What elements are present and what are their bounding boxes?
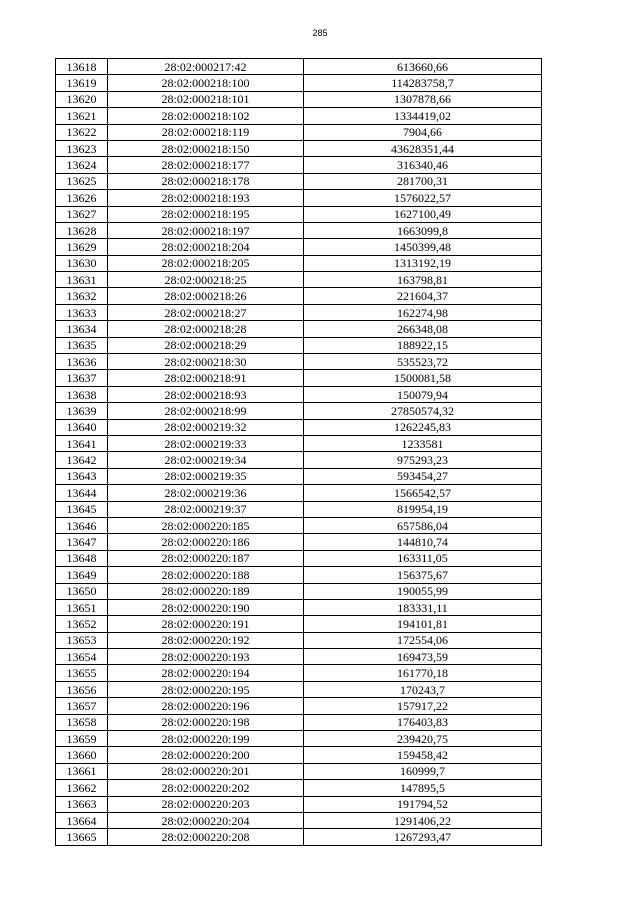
value-cell: 1663099,8	[304, 222, 542, 238]
value-cell: 1307878,66	[304, 91, 542, 107]
table-row	[56, 239, 542, 255]
value-cell: 169473,59	[304, 649, 542, 665]
value-cell: 1450399,48	[304, 239, 542, 255]
value-cell: 1627100,49	[304, 206, 542, 222]
table-row	[56, 255, 542, 271]
value-cell: 191794,52	[304, 796, 542, 812]
cadastral-number-cell: 28:02:000220:188	[108, 567, 304, 583]
value-cell: 281700,31	[304, 173, 542, 189]
table-row	[56, 173, 542, 189]
cadastral-number-cell: 28:02:000220:190	[108, 599, 304, 615]
cadastral-number-cell: 28:02:000220:199	[108, 731, 304, 747]
cadastral-number-cell: 28:02:000219:35	[108, 468, 304, 484]
table-row	[56, 124, 542, 140]
table-row	[56, 796, 542, 812]
table-row	[56, 75, 542, 91]
row-number-cell: 13628	[56, 222, 108, 238]
table-row	[56, 501, 542, 517]
value-cell: 176403,83	[304, 714, 542, 730]
row-number-cell: 13620	[56, 91, 108, 107]
row-number-cell: 13622	[56, 124, 108, 140]
table-row	[56, 435, 542, 451]
row-number-cell: 13644	[56, 485, 108, 501]
cadastral-value-table	[55, 58, 542, 846]
cadastral-number-cell: 28:02:000220:200	[108, 747, 304, 763]
cadastral-number-cell: 28:02:000218:29	[108, 337, 304, 353]
cadastral-number-cell: 28:02:000220:198	[108, 714, 304, 730]
row-number-cell: 13641	[56, 435, 108, 451]
cadastral-number-cell: 28:02:000218:100	[108, 75, 304, 91]
cadastral-number-cell: 28:02:000220:189	[108, 583, 304, 599]
value-cell: 1500081,58	[304, 370, 542, 386]
row-number-cell: 13627	[56, 206, 108, 222]
cadastral-number-cell: 28:02:000218:150	[108, 140, 304, 156]
cadastral-number-cell: 28:02:000218:26	[108, 288, 304, 304]
value-cell: 316340,46	[304, 157, 542, 173]
cadastral-number-cell: 28:02:000220:195	[108, 681, 304, 697]
value-cell: 162274,98	[304, 304, 542, 320]
row-number-cell: 13646	[56, 517, 108, 533]
cadastral-number-cell: 28:02:000220:208	[108, 829, 304, 845]
cadastral-number-cell: 28:02:000218:195	[108, 206, 304, 222]
row-number-cell: 13649	[56, 567, 108, 583]
table-row	[56, 337, 542, 353]
cadastral-number-cell: 28:02:000220:202	[108, 780, 304, 796]
row-number-cell: 13657	[56, 698, 108, 714]
value-cell: 1566542,57	[304, 485, 542, 501]
row-number-cell: 13652	[56, 616, 108, 632]
cadastral-number-cell: 28:02:000220:191	[108, 616, 304, 632]
value-cell: 535523,72	[304, 354, 542, 370]
value-cell: 819954,19	[304, 501, 542, 517]
cadastral-number-cell: 28:02:000218:27	[108, 304, 304, 320]
cadastral-number-cell: 28:02:000217:42	[108, 59, 304, 75]
value-cell: 239420,75	[304, 731, 542, 747]
table-row	[56, 452, 542, 468]
row-number-cell: 13650	[56, 583, 108, 599]
row-number-cell: 13651	[56, 599, 108, 615]
cadastral-number-cell: 28:02:000219:36	[108, 485, 304, 501]
cadastral-number-cell: 28:02:000220:203	[108, 796, 304, 812]
table-row	[56, 222, 542, 238]
row-number-cell: 13656	[56, 681, 108, 697]
table-row	[56, 550, 542, 566]
value-cell: 160999,7	[304, 763, 542, 779]
value-cell: 7904,66	[304, 124, 542, 140]
row-number-cell: 13643	[56, 468, 108, 484]
value-cell: 613660,66	[304, 59, 542, 75]
row-number-cell: 13648	[56, 550, 108, 566]
row-number-cell: 13663	[56, 796, 108, 812]
table-row	[56, 272, 542, 288]
cadastral-number-cell: 28:02:000220:193	[108, 649, 304, 665]
value-cell: 150079,94	[304, 386, 542, 402]
row-number-cell: 13635	[56, 337, 108, 353]
table-row	[56, 386, 542, 402]
cadastral-number-cell: 28:02:000219:37	[108, 501, 304, 517]
cadastral-number-cell: 28:02:000218:205	[108, 255, 304, 271]
table-row	[56, 812, 542, 828]
table-row	[56, 747, 542, 763]
value-cell: 27850574,32	[304, 403, 542, 419]
cadastral-number-cell: 28:02:000220:187	[108, 550, 304, 566]
cadastral-number-cell: 28:02:000220:201	[108, 763, 304, 779]
table-row	[56, 714, 542, 730]
row-number-cell: 13630	[56, 255, 108, 271]
row-number-cell: 13629	[56, 239, 108, 255]
cadastral-number-cell: 28:02:000218:28	[108, 321, 304, 337]
value-cell: 266348,08	[304, 321, 542, 337]
cadastral-number-cell: 28:02:000220:186	[108, 534, 304, 550]
value-cell: 1262245,83	[304, 419, 542, 435]
table-row	[56, 681, 542, 697]
value-cell: 159458,42	[304, 747, 542, 763]
page-number: 285	[312, 28, 328, 38]
value-cell: 156375,67	[304, 567, 542, 583]
cadastral-number-cell: 28:02:000219:32	[108, 419, 304, 435]
row-number-cell: 13638	[56, 386, 108, 402]
table-row	[56, 354, 542, 370]
table-row	[56, 731, 542, 747]
value-cell: 1576022,57	[304, 190, 542, 206]
row-number-cell: 13665	[56, 829, 108, 845]
cadastral-number-cell: 28:02:000218:197	[108, 222, 304, 238]
value-cell: 163311,05	[304, 550, 542, 566]
value-cell: 157917,22	[304, 698, 542, 714]
value-cell: 194101,81	[304, 616, 542, 632]
row-number-cell: 13621	[56, 108, 108, 124]
table-row	[56, 288, 542, 304]
cadastral-number-cell: 28:02:000218:99	[108, 403, 304, 419]
table-row	[56, 698, 542, 714]
table-row	[56, 616, 542, 632]
row-number-cell: 13653	[56, 632, 108, 648]
table-row	[56, 304, 542, 320]
row-number-cell: 13660	[56, 747, 108, 763]
row-number-cell: 13636	[56, 354, 108, 370]
cadastral-number-cell: 28:02:000219:33	[108, 435, 304, 451]
table-row	[56, 419, 542, 435]
value-cell: 163798,81	[304, 272, 542, 288]
cadastral-number-cell: 28:02:000218:177	[108, 157, 304, 173]
row-number-cell: 13640	[56, 419, 108, 435]
value-cell: 170243,7	[304, 681, 542, 697]
row-number-cell: 13654	[56, 649, 108, 665]
value-cell: 1291406,22	[304, 812, 542, 828]
value-cell: 147895,5	[304, 780, 542, 796]
value-cell: 1313192,19	[304, 255, 542, 271]
table-row	[56, 583, 542, 599]
table-row	[56, 206, 542, 222]
row-number-cell: 13639	[56, 403, 108, 419]
table-row	[56, 59, 542, 75]
cadastral-number-cell: 28:02:000218:91	[108, 370, 304, 386]
row-number-cell: 13655	[56, 665, 108, 681]
value-cell: 221604,37	[304, 288, 542, 304]
table-row	[56, 485, 542, 501]
table-row	[56, 370, 542, 386]
row-number-cell: 13659	[56, 731, 108, 747]
row-number-cell: 13619	[56, 75, 108, 91]
row-number-cell: 13624	[56, 157, 108, 173]
cadastral-number-cell: 28:02:000220:194	[108, 665, 304, 681]
row-number-cell: 13625	[56, 173, 108, 189]
table-row	[56, 190, 542, 206]
cadastral-number-cell: 28:02:000220:204	[108, 812, 304, 828]
cadastral-number-cell: 28:02:000218:178	[108, 173, 304, 189]
value-cell: 1233581	[304, 435, 542, 451]
cadastral-number-cell: 28:02:000218:193	[108, 190, 304, 206]
table-row	[56, 534, 542, 550]
value-cell: 183331,11	[304, 599, 542, 615]
cadastral-number-cell: 28:02:000219:34	[108, 452, 304, 468]
value-cell: 161770,18	[304, 665, 542, 681]
table-row	[56, 599, 542, 615]
row-number-cell: 13661	[56, 763, 108, 779]
row-number-cell: 13631	[56, 272, 108, 288]
table-row	[56, 780, 542, 796]
cadastral-number-cell: 28:02:000218:204	[108, 239, 304, 255]
cadastral-number-cell: 28:02:000218:30	[108, 354, 304, 370]
row-number-cell: 13626	[56, 190, 108, 206]
table-row	[56, 403, 542, 419]
value-cell: 43628351,44	[304, 140, 542, 156]
value-cell: 114283758,7	[304, 75, 542, 91]
cadastral-number-cell: 28:02:000218:25	[108, 272, 304, 288]
table-row	[56, 829, 542, 845]
value-cell: 144810,74	[304, 534, 542, 550]
table-body	[56, 59, 542, 846]
value-cell: 975293,23	[304, 452, 542, 468]
row-number-cell: 13658	[56, 714, 108, 730]
row-number-cell: 13664	[56, 812, 108, 828]
value-cell: 1334419,02	[304, 108, 542, 124]
table-row	[56, 517, 542, 533]
cadastral-number-cell: 28:02:000218:101	[108, 91, 304, 107]
value-cell: 657586,04	[304, 517, 542, 533]
table-row	[56, 321, 542, 337]
table-row	[56, 665, 542, 681]
cadastral-number-cell: 28:02:000218:119	[108, 124, 304, 140]
row-number-cell: 13633	[56, 304, 108, 320]
table-row	[56, 108, 542, 124]
cadastral-number-cell: 28:02:000218:93	[108, 386, 304, 402]
row-number-cell: 13634	[56, 321, 108, 337]
row-number-cell: 13623	[56, 140, 108, 156]
row-number-cell: 13662	[56, 780, 108, 796]
row-number-cell: 13645	[56, 501, 108, 517]
table-row	[56, 468, 542, 484]
cadastral-number-cell: 28:02:000220:196	[108, 698, 304, 714]
table-row	[56, 649, 542, 665]
value-cell: 188922,15	[304, 337, 542, 353]
table-row	[56, 567, 542, 583]
table-row	[56, 763, 542, 779]
row-number-cell: 13618	[56, 59, 108, 75]
row-number-cell: 13632	[56, 288, 108, 304]
cadastral-number-cell: 28:02:000218:102	[108, 108, 304, 124]
row-number-cell: 13642	[56, 452, 108, 468]
table-row	[56, 632, 542, 648]
table-row	[56, 91, 542, 107]
cadastral-number-cell: 28:02:000220:185	[108, 517, 304, 533]
value-cell: 172554,06	[304, 632, 542, 648]
row-number-cell: 13647	[56, 534, 108, 550]
table-row	[56, 157, 542, 173]
value-cell: 1267293,47	[304, 829, 542, 845]
value-cell: 190055,99	[304, 583, 542, 599]
table-row	[56, 140, 542, 156]
value-cell: 593454,27	[304, 468, 542, 484]
row-number-cell: 13637	[56, 370, 108, 386]
cadastral-number-cell: 28:02:000220:192	[108, 632, 304, 648]
